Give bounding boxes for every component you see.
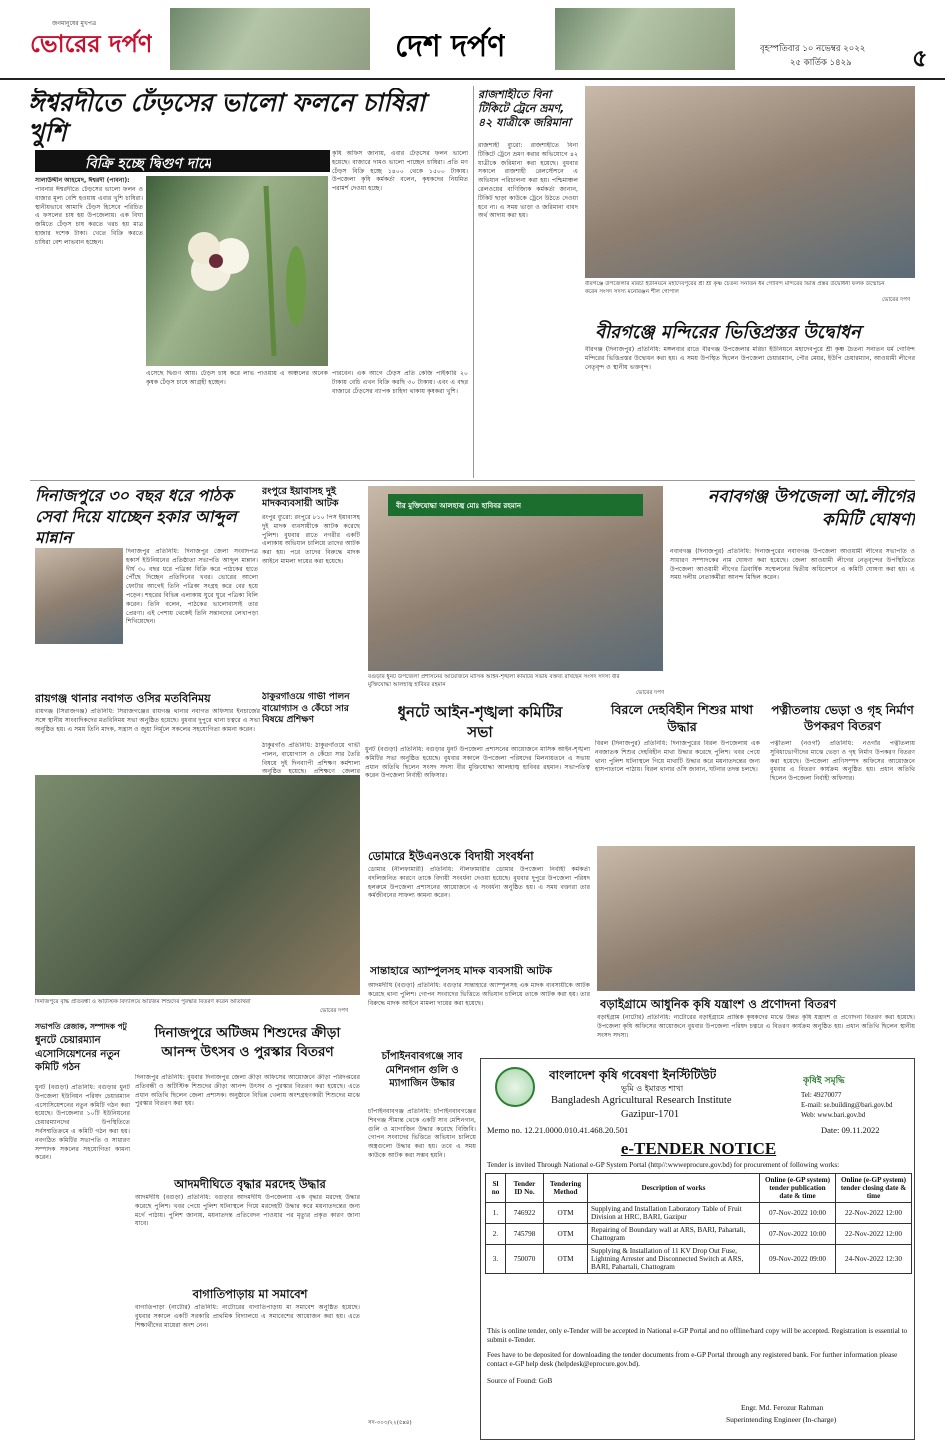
section-rule (30, 480, 915, 481)
tender-cell: OTM (544, 1203, 588, 1224)
adamdighi-body: আদমদীঘি (বগুড়া) প্রতিনিধি: বগুড়ার আদমদীঘি উপজেলায় এক বৃদ্ধার মরদেহ উদ্ধার করেছে পুলিশ। খবর পেয়ে পুলিশ ঘটনাস্থলে গিয়ে মরদেহটি উদ্ধার করে ময়নাতদন্তের জন্য মর্গে পাঠায়। পুলিশ জানায়, ময়নাতদন্ত প্রতিবেদন পাওয়ার পর মৃত্যুর প্রকৃত কারণ জানা যাবে। (135, 1194, 360, 1228)
sports-photo-credit: ভোরের দর্পণ (320, 1008, 349, 1014)
thakurgaon-headline: ঠাকুরগাঁওয়ে গাভী পালন বায়োগ্যাস ও কেঁচো সার বিষয়ে প্রশিক্ষণ (262, 692, 350, 726)
birganj-body: বীরগঞ্জ (দিনাজপুর) প্রতিনিধি: মঙ্গলবার রাতে বীরগঞ্জ উপজেলার মরিচা ইউনিয়নে মহাদেবপুরে শ্রী কৃষ্ণ চৈতন্য সনাতন ধর্ম গোবিন্দ মন্দিরের ভিত্তিপ্রস্তর উদ্বোধন করা হয়। এ সময় উপস্থিত ছিলেন উপজেলা চেয়ারম্যান, পৌর মেয়র, ইউপি চেয়ারম্যান, আওয়ামী লীগের নেতৃবৃন্দ ও স্থানীয় ভক্তবৃন্দ। (585, 346, 915, 371)
chapai-footer-code: সদ-৩০৩/২২(৫x৪) (368, 1420, 412, 1426)
masthead-photo-strip-right (555, 8, 735, 70)
autism-body: দিনাজপুর প্রতিনিধি: বুধবার দিনাজপুর জেলা ক্রীড়া অফিসের আয়োজনে ক্রীড়া পরিদপ্তরের প্রতিবন্ধী ও অটিস্টিক শিশুদের ক্রীড়া আনন্দ উৎসব ও পুরস্কার বিতরণ করা হয়েছে। এতে প্রধান অতিথি ছিলেন জেলা প্রশাসক। অনুষ্ঠানে বিভিন্ন খেলায় অংশগ্রহণকারী শিশুদের মাঝে পুরস্কার বিতরণ করা হয়। (135, 1074, 360, 1108)
dhunat-meeting-credit: ভোরের দর্পণ (636, 690, 665, 696)
tender-web: Web: www.bari.gov.bd (801, 1111, 866, 1119)
tender-tel: Tel: 49270077 (801, 1091, 842, 1099)
tender-cell: OTM (544, 1224, 588, 1245)
rajshahi-body: রাজশাহী ব্যুরো: রাজশাহীতে বিনা টিকিটে ট্রেনে ভ্রমণ করার অভিযোগে ৪২ যাত্রীকে জরিমানা করা হয়েছে। বুধবার সকালে রাজশাহী রেলস্টেশনে এ অভিযান পরিচালনা করা হয়। পশ্চিমাঞ্চল রেলওয়ের বাণিজ্যিক কর্মকর্তা জানান, টিকিট ছাড়া কাউকে ট্রেনে উঠতে দেওয়া হবে না। এ সময় ভাড়া ও জরিমানা বাবদ অর্থ আদায় করা হয়। (478, 142, 578, 220)
lead-body-1: পাবনার ঈশ্বরদীতে ঢেঁড়সের ভালো ফলন ও বাজার মূল্য বেশি হওয়ায় এবার খুশি চাষিরা। স্থানীয়ভাবে আমাদি ঢেঁড়স হিসেবে পরিচিত এ ফসলের চাষ হয় উপজেলায়। এক বিঘা জমিতে ঢেঁড়স চাষ করতে খরচ হয় মাত্র হাজার দশেক টাকা। খেতে বিক্রি করতে চাষিরা বেশ লাভবান হচ্ছেন। (35, 186, 143, 246)
rajshahi-headline: রাজশাহীতে বিনা টিকিটে ট্রেনে ভ্রমণ, ৪২ যাত্রীকে জরিমানা (478, 88, 571, 129)
tender-sign-name: Engr. Md. Ferozur Rahman (741, 1403, 824, 1412)
tender-note-1: This is online tender, only e-Tender will be accepted in National e-GP Portal and no offline/hard copy will be accepted. Registration is essential to submit e-Tender. (487, 1327, 908, 1345)
hawker-body: দিনাজপুর প্রতিনিধি: দিনাজপুর জেলা সংবাদপত্র হকার্স ইউনিয়নের প্রতিষ্ঠাতা সভাপতি আব্দুল মান্নান। দীর্ঘ ৩০ বছর ধরে পত্রিকা বিক্রি করে পাঠকের হাতে পৌঁছে দিচ্ছেন প্রতিদিনের খবর। ভোরের আলো ফোটার আগেই তিনি পত্রিকা সংগ্রহ করে বের হয়ে পড়েন। শহরের বিভিন্ন এলাকায় ঘুরে ঘুরে পত্রিকা বিলি করেন। তিনি বলেন, পাঠকের ভালোবাসাই তার প্রেরণা। এই পেশায় থেকেই তিনি সন্তানদের লেখাপড়া শিখিয়েছেন। (126, 548, 258, 626)
okra-photo (146, 176, 328, 366)
hawker-photo (35, 548, 123, 644)
tender-memo: Memo no. 12.21.0000.010.41.468.20.501 (487, 1125, 629, 1135)
tender-title: e-TENDER NOTICE (620, 1139, 777, 1158)
lead-headline: ঈশ্বরদীতে ঢেঁড়সের ভালো ফলনে চাষিরা খুশি (28, 88, 426, 147)
tender-org-en: Bangladesh Agricultural Research Institute (551, 1095, 732, 1106)
section-title: দেশ দর্পণ (395, 29, 506, 64)
tender-org-city: Gazipur-1701 (621, 1109, 680, 1120)
page-number: ৫ (912, 44, 928, 72)
tender-cell: 745798 (506, 1224, 544, 1245)
tender-org-bn: বাংলাদেশ কৃষি গবেষণা ইনস্টিটিউট (549, 1068, 717, 1082)
tender-cell: Supplying & Installation of 11 KV Drop Out Fuse, Lightning Arrester and Disconnected Switch at ARS, BARI, Pahartali, Chattogram (588, 1245, 760, 1274)
nawabganj-body: নবাবগঞ্জ (দিনাজপুর) প্রতিনিধি: দিনাজপুরের নবাবগঞ্জ উপজেলা আওয়ামী লীগের সভাপতি ও সাধারণ সম্পাদকের নাম ঘোষণা করা হয়েছে। জেলা আওয়ামী লীগের নেতৃবৃন্দের উপস্থিতিতে উপজেলা আওয়ামী লীগের ত্রিবার্ষিক সম্মেলনের দ্বিতীয় অধিবেশনে এ কমিটি ঘোষণা করা হয়। এ সময় দলীয় নেতাকর্মীরা আনন্দ মিছিল করেন। (670, 548, 915, 582)
tender-th-desc: Description of works (588, 1174, 760, 1203)
birganj-caption: বীরগঞ্জে উপজেলার মরিচা ইউনিয়নে মহাদেবপুরের শ্রী শ্রী কৃষ্ণ চৈতন্য সনাতন ধর্ম গোবিন্দ মন্দিরের ভিত্তি প্রস্তর উদ্বোধনী ফলক উন্মোচন করেন সংসদ সদস্য মনোরঞ্জন শীল গোপাল (585, 281, 885, 295)
tender-cell: Supplying and Installation Laboratory Table of Fruit Division at HRC, BARI, Gazipur (588, 1203, 760, 1224)
tender-cell: 750070 (506, 1245, 544, 1274)
tender-date: Date: 09.11.2022 (821, 1125, 880, 1135)
dhunat-meeting-body: ধুনট (বগুড়া) প্রতিনিধি: বগুড়ার ধুনট উপজেলা প্রশাসনের আয়োজনে মাসিক আইন-শৃঙ্খলা কমিটির সভা অনুষ্ঠিত হয়েছে। বুধবার সকালে উপজেলা পরিষদের মিলনায়তনে এ সভায় প্রধান অতিথি ছিলেন সংসদ সদস্য বীর মুক্তিযোদ্ধা আলহাজ্ব হাবিবর রহমান। সভাপতিত্ব করেন উপজেলা নির্বাহী অফিসার। (365, 746, 590, 780)
chapai-body: চাঁপাইনবাবগঞ্জ প্রতিনিধি: চাঁপাইনবাবগঞ্জের শিবগঞ্জ সীমান্ত থেকে একটি সাব মেশিনগান, গুলি ও ম্যাগাজিন উদ্ধার করেছে বিজিবি। গোপন সংবাদের ভিত্তিতে অভিযান চালিয়ে অস্ত্রগুলো উদ্ধার করা হয়। তবে এ সময় কাউকে আটক করা সম্ভব হয়নি। (368, 1108, 476, 1159)
baraigram-headline: বড়াইগ্রামে আধুনিক কৃষি যন্ত্রাংশ ও প্রণোদনা বিতরণ (600, 997, 837, 1011)
tender-th-publish: Online (e-GP system) tender publication date & time (760, 1174, 836, 1203)
issue-date-bn-2: ২৫ কার্তিক ১৪২৯ (790, 58, 852, 68)
baraigram-body: বড়াইগ্রাম (নাটোর) প্রতিনিধি: নাটোরের বড়াইগ্রামে প্রান্তিক কৃষকদের মাঝে উন্নত কৃষি যন্ত্রাংশ ও প্রণোদনা বিতরণ করা হয়েছে। উপজেলা কৃষি অফিসের আয়োজনে বুধবার উপজেলা পরিষদ চত্বরে এ বিতরণ কার্যক্রম অনুষ্ঠিত হয়। প্রধান অতিথি ছিলেন স্থানীয় সংসদ সদস্য। (597, 1014, 915, 1039)
dhunat-chair-body: ধুনট (বগুড়া) প্রতিনিধি: বগুড়ার ধুনট উপজেলা ইউনিয়ন পরিষদ চেয়ারম্যান এসোসিয়েশনের নতুন কমিটি গঠন করা হয়েছে। উপজেলার ১০টি ইউনিয়নের চেয়ারম্যানদের উপস্থিতিতে সর্বসম্মতিক্রমে এ কমিটি গঠন করা হয়। নবগঠিত কমিটির সভাপতি ও সাধারণ সম্পাদক সকলের সহযোগিতা কামনা করেন। (35, 1084, 130, 1162)
dhunat-meeting-headline: ধুনটে আইন-শৃঙ্খলা কমিটির সভা (397, 703, 563, 742)
bagatipara-body: বাগাতিপাড়া (নাটোর) প্রতিনিধি: নাটোরের বাগাতিপাড়ায় মা সমাবেশ অনুষ্ঠিত হয়েছে। বুধবার সকালে একটি সরকারি প্রাথমিক বিদ্যালয়ে এ সমাবেশের আয়োজন করা হয়। এতে শিক্ষার্থীদের মায়েরা অংশ নেন। (135, 1304, 360, 1329)
dehobihin-headline: বিরলে দেহবিহীন শিশুর মাথা উদ্ধার (610, 702, 754, 734)
tender-th-method: Tendering Method (544, 1174, 588, 1203)
thakurgaon-body: ঠাকুরগাঁও প্রতিনিধি: ঠাকুরগাঁওয়ে গাভী পালন, বায়োগ্যাস ও কেঁচো সার তৈরি বিষয়ে দুই দিনব্যাপী প্রশিক্ষণ কর্মশালা অনুষ্ঠিত হয়েছে। প্রশিক্ষণে জেলার (262, 742, 360, 776)
autism-headline: দিনাজপুরে অটিজম শিশুদের ক্রীড়া আনন্দ উৎসব ও পুরস্কার বিতরণ (154, 1025, 341, 1060)
tender-cell: 2. (486, 1224, 506, 1245)
chapai-headline: চাঁপাইনবাবগঞ্জে সাব মেশিনগান গুলি ও ম্যাগাজিন উদ্ধার (381, 1051, 463, 1089)
meeting-banner-text: বীর মুক্তিযোদ্ধা আলহাজ্ব মোঃ হাবিবর রহমান (396, 502, 522, 510)
birganj-headline: বীরগঞ্জে মন্দিরের ভিত্তিপ্রস্তর উদ্বোধন (595, 322, 861, 343)
tender-cell: 1. (486, 1203, 506, 1224)
table-row (486, 1203, 912, 1224)
tender-cell: 07-Nov-2022 10:00 (760, 1224, 836, 1245)
lead-body-3: কৃষি অফিস জানায়, এবার ঢেঁড়সের ফলন ভালো হয়েছে। বাজারে দামও ভালো পাচ্ছেন চাষিরা। প্রতি মণ ঢেঁড়স বিক্রি হচ্ছে ১৪০০ থেকে ১৫০০ টাকায়। উপজেলা কৃষি কর্মকর্তা বলেন, কৃষকদের নিয়মিত পরামর্শ দেওয়া হচ্ছে। (332, 150, 468, 193)
column-rule (473, 86, 474, 478)
tender-cell: 07-Nov-2022 10:00 (760, 1203, 836, 1224)
meeting-banner (388, 494, 643, 516)
tender-cell: Repairing of Boundary wall at ARS, BARI, Pahartali, Chattogram (588, 1224, 760, 1245)
tender-cell: 746922 (506, 1203, 544, 1224)
tender-th-sl: Sl no (486, 1174, 506, 1203)
lead-subhead: বিক্রি হচ্ছে দ্বিগুণ দামে (85, 156, 212, 172)
tender-th-close: Online (e-GP system) tender closing date & time (836, 1174, 912, 1203)
table-row (486, 1245, 912, 1274)
tender-cell: 22-Nov-2022 12:00 (836, 1203, 912, 1224)
tender-wing-bn: ভূমি ও ইমারত শাখা (621, 1084, 684, 1093)
tender-cell: 24-Nov-2022 12:30 (836, 1245, 912, 1274)
masthead-logo-tagline: জনমানুষের মুখপত্র (52, 20, 97, 27)
tender-cell: 3. (486, 1245, 506, 1274)
dimla-headline: ডোমারে ইউএনওকে বিদায়ী সংবর্ধনা (368, 849, 534, 863)
bari-logo-icon (495, 1067, 535, 1107)
dimla-body: ডোমার (নীলফামারী) প্রতিনিধি: নীলফামারীর ডোমার উপজেলা নির্বাহী কর্মকর্তা বদলিজনিত কারণে তাকে বিদায়ী সংবর্ধনা দেওয়া হয়েছে। বুধবার দুপুরে উপজেলা পরিষদ হলরুমে উপজেলা প্রশাসনের আয়োজনে এ সংবর্ধনা অনুষ্ঠিত হয়। এ সময় বক্তারা তার কর্মজীবনের সাফল্য কামনা করেন। (368, 866, 590, 900)
dhunat-meeting-photo (368, 486, 663, 671)
lead-subhead-bar (35, 150, 330, 172)
issue-date-bn: বৃহস্পতিবার ১০ নভেম্বর ২০২২ (760, 44, 866, 54)
birganj-photo (585, 86, 915, 278)
tender-table (485, 1173, 912, 1274)
lead-body-4: পারবেন। এক আগে ঢেঁড়স প্রতি কেজি পাইকারি ২০ টাকায় বেচি এখন বিক্রি করছি ৩০ টাকায়। এবং এ বছর বাজারে ঢেঁড়সের ব্যাপক চাহিদা থাকায় কৃষকরা খুশি। (332, 370, 468, 395)
birganj-photo-credit: ভোরের দর্পণ (882, 297, 911, 303)
puttitola-headline: পত্নীতলায় ভেড়া ও গৃহ নির্মাণ উপকরণ বিতরণ (771, 703, 914, 734)
tender-th-id: Tender ID No. (506, 1174, 544, 1203)
puttitola-body: পত্নীতলা (নওগাঁ) প্রতিনিধি: নওগাঁর পত্নীতলায় সুবিধাভোগীদের মাঝে ভেড়া ও গৃহ নির্মাণ উপকরণ বিতরণ করা হয়েছে। উপজেলা প্রাণিসম্পদ অফিসের আয়োজনে বুধবার এ বিতরণ কার্যক্রম অনুষ্ঠিত হয়। প্রধান অতিথি ছিলেন উপজেলা নির্বাহী অফিসার। (770, 740, 915, 783)
lead-body-2: এসেছে দ্বিগুণ আয়। ঢেঁড়স চাষ করে লাভ পাওয়ায় এ অঞ্চলের অনেক কৃষক ঢেঁড়স চাষে আগ্রহী হচ্ছেন। (146, 370, 328, 386)
tender-notice (480, 1058, 915, 1440)
table-row (486, 1224, 912, 1245)
masthead-photo-strip-left (170, 8, 370, 70)
dhunat-meeting-caption: বগুড়ার ধুনট উপজেলা প্রশাসনের আয়োজনে মাসিক আইন-শৃঙ্খলা কমিটির সভায় বক্তব্য রাখছেন সংসদ সদস্য বীর মুক্তিযোদ্ধা আলহাজ্ব হাবিবর রহমান (368, 674, 620, 688)
tender-cell: 09-Nov-2022 09:00 (760, 1245, 836, 1274)
santahar-body: আদমদীঘি (বগুড়া) প্রতিনিধি: বগুড়ার সান্তাহারে অ্যাম্পুলসহ এক মাদক ব্যবসায়ীকে আটক করেছে থানা পুলিশ। গোপন সংবাদের ভিত্তিতে অভিযান চালিয়ে তাকে আটক করা হয়। তার বিরুদ্ধে মাদক আইনে মামলা দায়ের করা হয়েছে। (368, 982, 590, 1007)
raiganj-headline: রায়গঞ্জ থানার নবাগত ওসির মতবিনিময় (35, 692, 211, 705)
tender-intro: Tender is invited Through National e-GP System Portal (http//:wwweprocure.gov.bd) for procurement of following works: (487, 1161, 840, 1169)
sports-photo (35, 775, 360, 995)
tender-table-header-row (486, 1174, 912, 1203)
sports-photo-caption: দিনাজপুরে বৃদ্ধি প্রতিবন্ধী ও অটিস্টিক বিদ্যালয়ে অটিজম শিশুদের পুরস্কার বিতরণ করেন অতিথিরা (35, 999, 251, 1005)
rangpur-body: রংপুর ব্যুরো: রংপুরে ৮১০ পিস ইয়াবাসহ দুই মাদক ব্যবসায়ীকে আটক করেছে পুলিশ। বুধবার রাতে নগরীর একটি এলাকায় অভিযান চালিয়ে তাদের আটক করা হয়। পরে তাদের বিরুদ্ধে মাদক আইনে মামলা দায়ের করা হয়েছে। (262, 514, 360, 565)
hawker-headline: দিনাজপুরে ৩০ বছর ধরে পাঠক সেবা দিয়ে যাচ্ছেন হকার আব্দুল মান্নান (35, 486, 237, 547)
masthead-logo: ভোরের দর্পণ (30, 30, 153, 58)
masthead (0, 0, 945, 80)
baraigram-photo (597, 846, 915, 991)
rangpur-headline: রংপুরে ইয়াবাসহ দুই মাদকব্যবসায়ী আটক (262, 486, 339, 510)
adamdighi-headline: আদমদীঘিতে বৃদ্ধার মরদেহ উদ্ধার (174, 1177, 326, 1191)
tender-table-wrap (485, 1173, 912, 1274)
tender-cell: 22-Nov-2022 12:00 (836, 1224, 912, 1245)
tender-sign-title: Superintending Engineer (In-charge) (726, 1415, 837, 1424)
dhunat-chair-headline: ধুনটে চেয়ারম্যান এসোসিয়েশনের নতুন কমিটি গঠন (35, 1035, 120, 1073)
dehobihin-body: বিরল (দিনাজপুর) প্রতিনিধি: দিনাজপুরের বিরল উপজেলায় এক নবজাতক শিশুর দেহবিহীন মাথা উদ্ধার করেছে পুলিশ। খবর পেয়ে থানা পুলিশ ঘটনাস্থলে গিয়ে মাথাটি উদ্ধার করে ময়নাতদন্তের জন্য হাসপাতালে পাঠায়। বিরল থানার ওসি জানান, ঘটনার তদন্ত চলছে। (595, 740, 760, 774)
tender-source: Source of Found: GoB (487, 1377, 553, 1385)
okra-flower-icon (146, 176, 328, 366)
tender-cell: OTM (544, 1245, 588, 1274)
santahar-headline: সান্তাহারে অ্যাম্পুলসহ মাদক ব্যবসায়ী আটক (370, 965, 553, 977)
tender-note-2: Fees have to be deposited for downloading the tender documents from e-GP Portal through any registered bank. For further information please contact e-GP help desk (helpdesk@eprocure.gov.bd). (487, 1351, 898, 1369)
bagatipara-headline: বাগাতিপাড়ায় মা সমাবেশ (192, 1287, 308, 1301)
dhunat-chair-lead: সভাপতি রেজাক, সম্পাদক পটু (35, 1022, 127, 1031)
nawabganj-headline: নবাবগঞ্জ উপজেলা আ.লীগের কমিটি ঘোষণা (707, 487, 915, 530)
tender-email: E-mail: se.building@bari.gov.bd (801, 1101, 893, 1109)
lead-byline: সালাউদ্দীন আহমেদ, ঈশ্বরদী (পাবনা): (35, 177, 130, 184)
raiganj-body: রায়গঞ্জ (সিরাজগঞ্জ) প্রতিনিধি: সিরাজগঞ্জের রায়গঞ্জ থানার নবাগত অফিসার ইনচার্জের সঙ্গে স্থানীয় সাংবাদিকদের মতবিনিময় সভা অনুষ্ঠিত হয়েছে। বুধবার দুপুরে থানা চত্বরে এ সভা অনুষ্ঠিত হয়। এ সময় তিনি মাদক, সন্ত্রাস ও জুয়া নির্মূলে সকলের সহযোগিতা কামনা করেন। (35, 708, 260, 733)
tender-badge: কৃষিই সমৃদ্ধি (803, 1076, 845, 1086)
